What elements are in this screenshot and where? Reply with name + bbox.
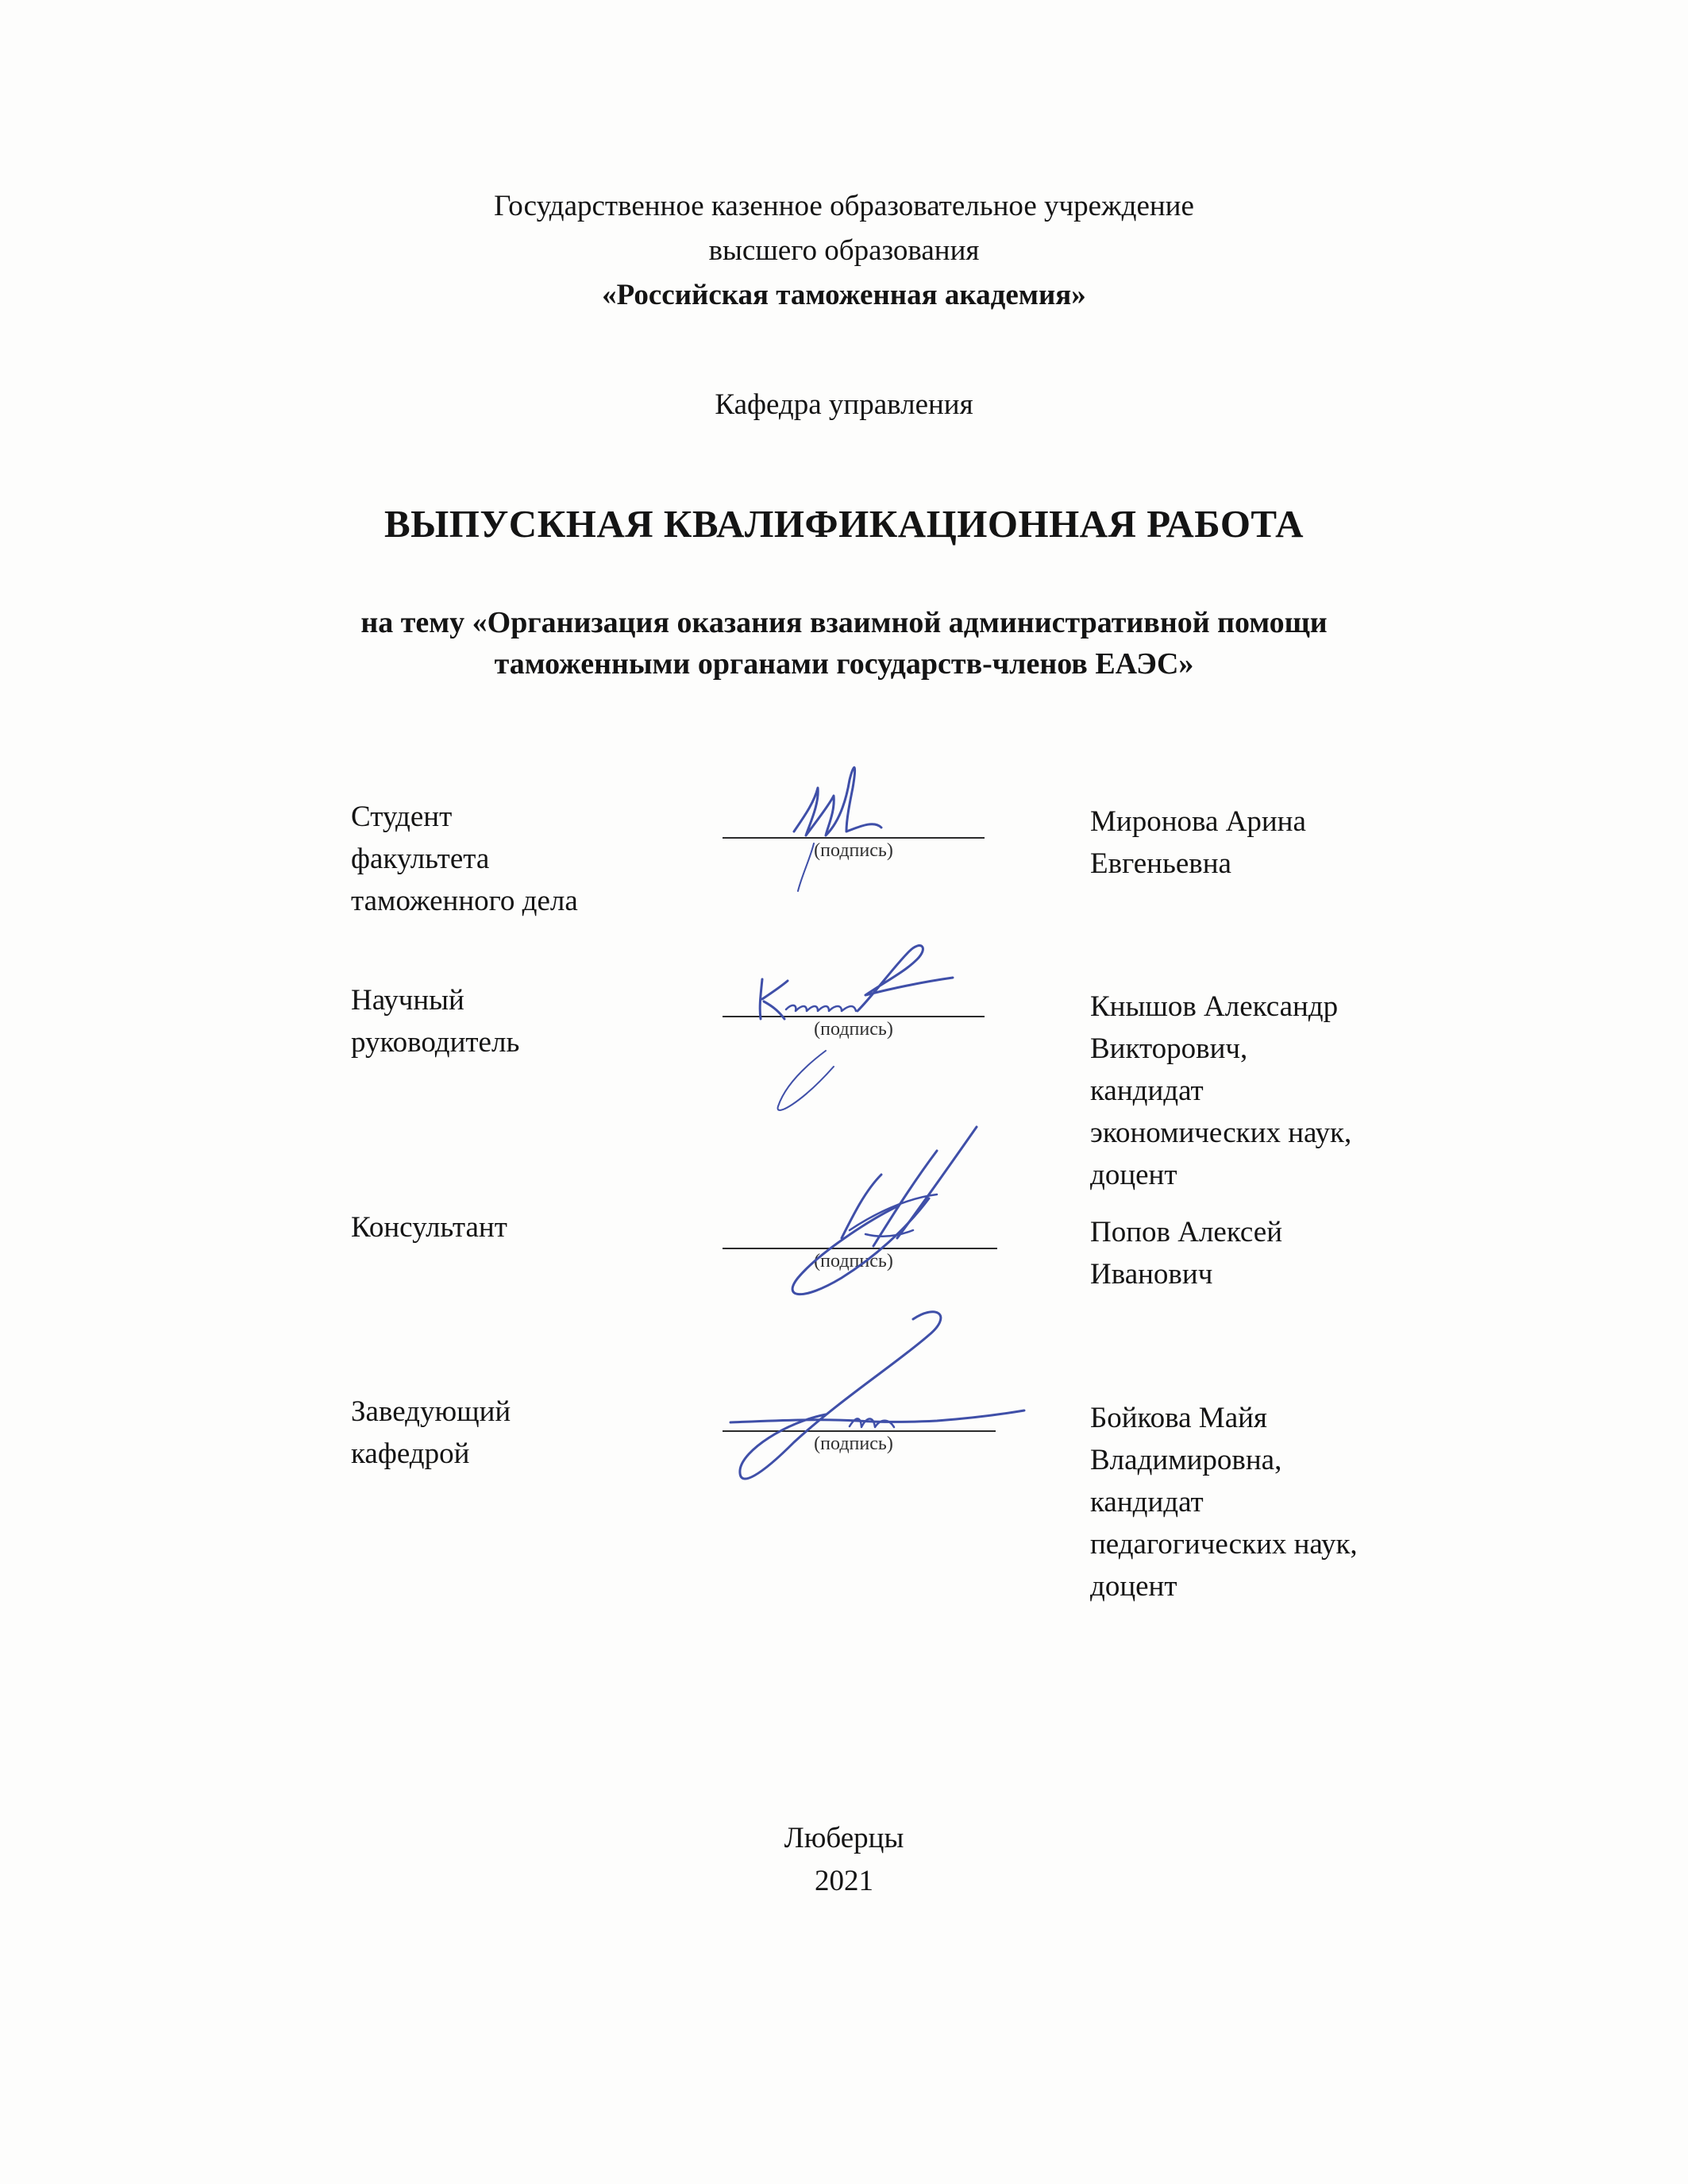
institution-line-2: высшего образования: [708, 234, 980, 267]
role-label: Консультант: [351, 1211, 507, 1244]
topic-line-1: на тему «Организация оказания взаимной административной помощи: [360, 606, 1328, 639]
place-and-year: [0, 1817, 1688, 1903]
handwritten-signature: [770, 756, 897, 899]
signature-caption: (подпись): [814, 1251, 893, 1271]
signatory-name: Бойкова Майя Владимировна, кандидат педагогических наук, доцент: [1090, 1402, 1358, 1603]
role-label: Научный руководитель: [351, 984, 520, 1059]
signatory-name: Миронова Арина Евгеньевна: [1090, 805, 1306, 880]
signature-caption: (подпись): [814, 1433, 893, 1454]
signature-field: [715, 1391, 1048, 1549]
signature-field: [715, 979, 1048, 1138]
institution-line-1: Государственное казенное образовательное учреждение: [494, 190, 1194, 222]
topic-line-2: таможенными органами государств-членов ЕАЭС»: [494, 647, 1194, 681]
handwritten-signature: [754, 1119, 985, 1310]
document-type-heading: ВЫПУСКНАЯ КВАЛИФИКАЦИОННАЯ РАБОТА: [383, 502, 1305, 546]
signature-row-head: [0, 1391, 1688, 1629]
department-name: Кафедра управления: [715, 388, 973, 421]
signatory-name: Кнышов Александр Викторович, кандидат экономических наук, доцент: [1090, 990, 1352, 1191]
handwritten-signature: [699, 1303, 1032, 1510]
signature-caption: (подпись): [814, 1019, 893, 1040]
thesis-topic: [0, 602, 1688, 685]
institution-header: [0, 184, 1688, 318]
handwritten-signature: [730, 932, 992, 1122]
signature-field: [715, 796, 1048, 955]
city-name: Люберцы: [784, 1822, 904, 1854]
role-label: Студент факультета таможенного дела: [351, 801, 578, 917]
role-label: Заведующий кафедрой: [351, 1395, 511, 1470]
signatory-name: Попов Алексей Иванович: [1090, 1216, 1282, 1291]
signature-caption: (подпись): [814, 840, 893, 861]
year: 2021: [815, 1865, 873, 1897]
institution-name: «Российская таможенная академия»: [602, 279, 1086, 311]
